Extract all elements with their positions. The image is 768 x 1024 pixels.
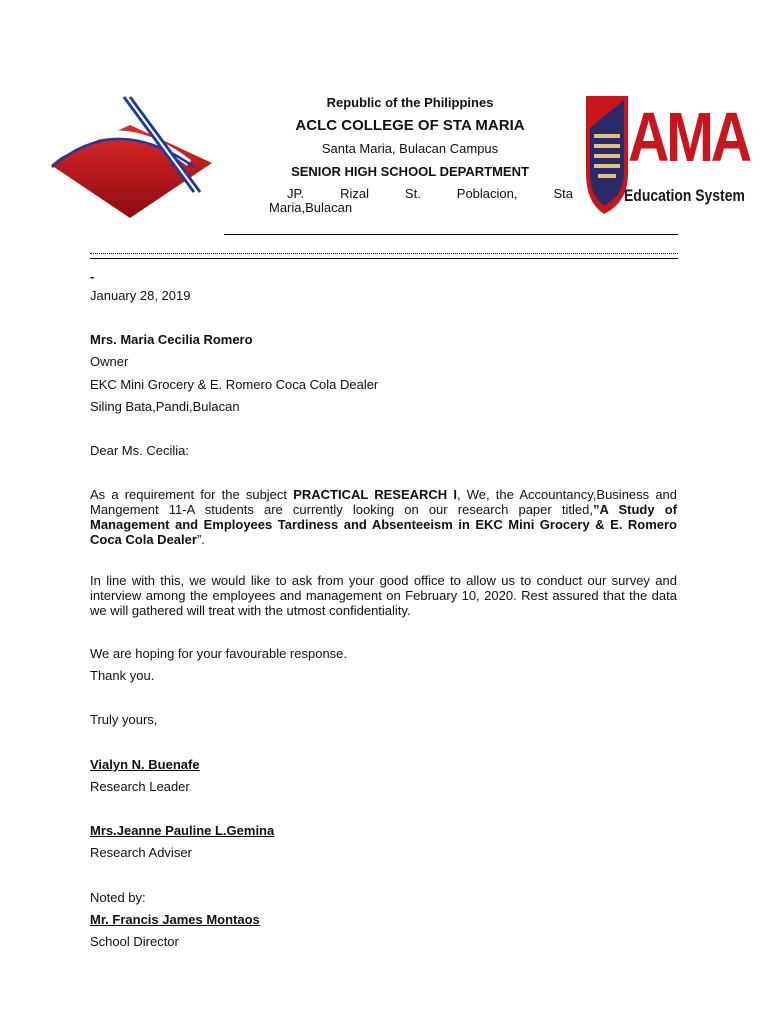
- letter-date: January 28, 2019: [90, 288, 191, 303]
- adviser-name: Mrs.Jeanne Pauline L.Gemina: [90, 823, 275, 838]
- paragraph-details: In line with this, we would like to ask from your good office to allow us to conduct our survey and interview among the employees and management on February 10, 2020. Rest assured that the data we will gathered will treat with the utmost confidentiality.: [90, 573, 677, 618]
- closing-line: Truly yours,: [90, 712, 158, 727]
- header-rule: [224, 234, 678, 235]
- signatory-role: Research Leader: [90, 779, 190, 794]
- thanks-line: Thank you.: [90, 668, 155, 683]
- recipient-name: Mrs. Maria Cecilia Romero: [90, 332, 253, 347]
- adviser-role: Research Adviser: [90, 845, 192, 860]
- director-name: Mr. Francis James Montaos: [90, 912, 260, 927]
- college-name: ACLC COLLEGE OF STA MARIA: [295, 117, 525, 134]
- salutation: Dear Ms. Cecilia:: [90, 443, 189, 458]
- recipient-address: Siling Bata,Pandi,Bulacan: [90, 399, 240, 414]
- header-dotted-rule: [90, 253, 678, 259]
- department-line: SENIOR HIGH SCHOOL DEPARTMENT: [291, 164, 529, 179]
- signatory-name: Vialyn N. Buenafe: [90, 757, 200, 772]
- director-role: School Director: [90, 934, 179, 949]
- ama-logo: [582, 94, 749, 216]
- noted-by-label: Noted by:: [90, 890, 146, 905]
- address-line-1: JP. Rizal St. Poblacion, Sta: [287, 186, 573, 201]
- aclc-logo-icon: [44, 95, 216, 220]
- ama-logo-text: AMA: [628, 98, 749, 176]
- campus-line: Santa Maria, Bulacan Campus: [321, 141, 499, 156]
- recipient-title: Owner: [90, 354, 129, 369]
- ama-logo-subtext: Education System: [624, 186, 745, 205]
- address-line-2: Maria,Bulacan: [269, 200, 353, 215]
- hoping-line: We are hoping for your favourable response.: [90, 646, 348, 661]
- stray-dash: -: [90, 269, 95, 284]
- paragraph-request: As a requirement for the subject PRACTICAL RESEARCH I, We, the Accountancy,Business and Mangement 11-A students are currently looking on our research paper titled,”A Study of Management and Employees Tardiness and Absenteeism in EKC Mini Grocery & E. Romero Coca Cola Dealer”.: [90, 487, 678, 547]
- recipient-company: EKC Mini Grocery & E. Romero Coca Cola Dealer: [90, 377, 379, 392]
- republic-line: Republic of the Philippines: [326, 95, 494, 110]
